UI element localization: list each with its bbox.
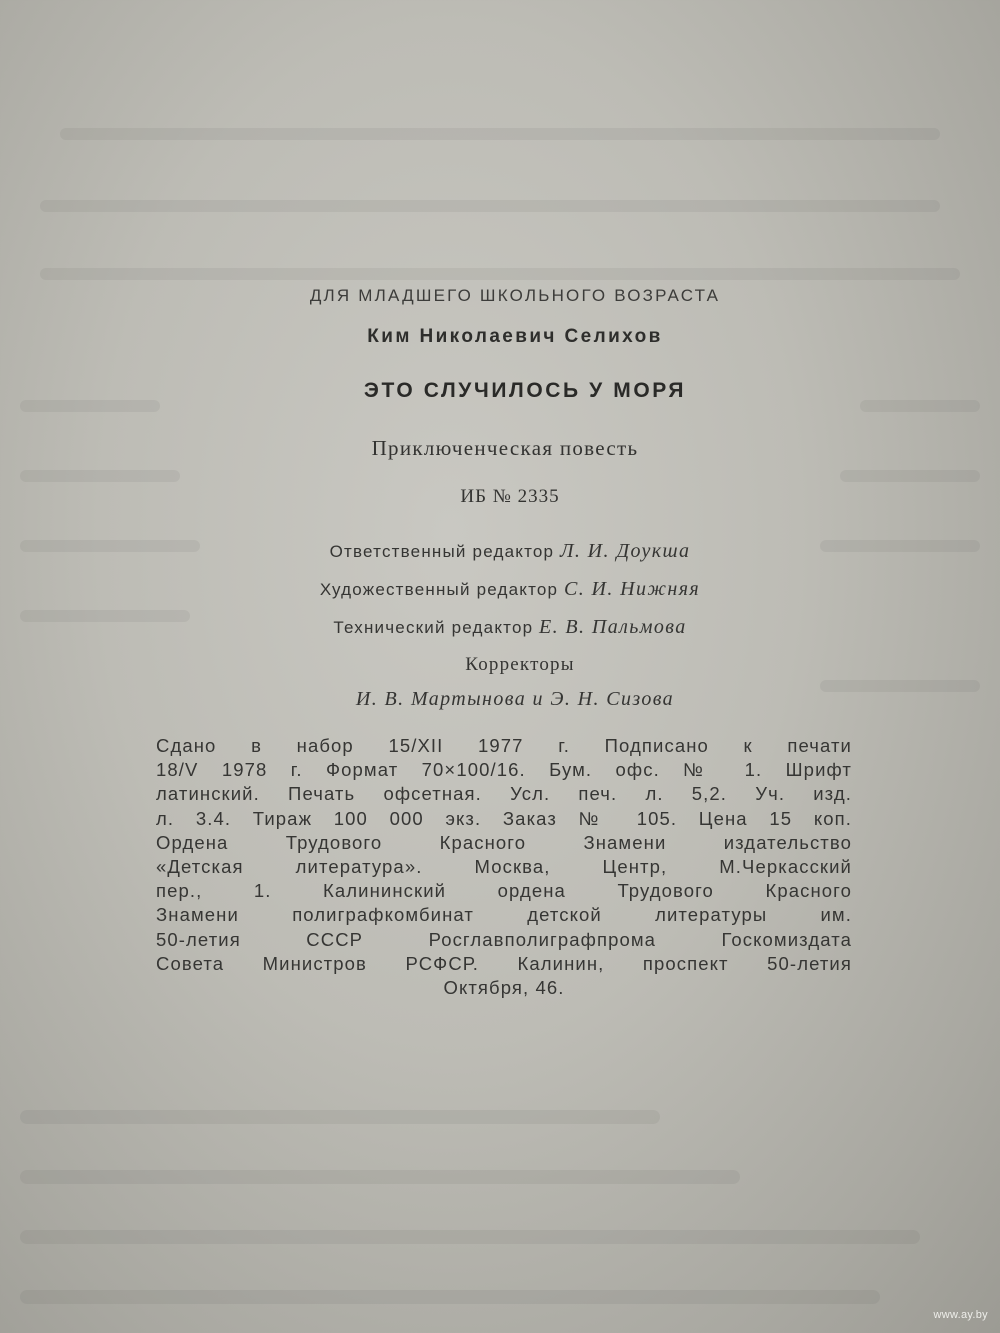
credit-role: Технический редактор [333, 618, 534, 637]
book-subtitle: Приключенческая повесть [371, 436, 639, 460]
author-name: Ким Николаевич Селихов [367, 326, 663, 347]
imprint-line: латинский. Печать офсетная. Усл. печ. л. 5,2. Уч. изд. [156, 783, 852, 805]
credit-person: Л. И. Доукша [559, 540, 691, 562]
imprint-line: Совета Министров РСФСР. Калинин, проспект 50-летия [156, 952, 852, 974]
imprint-block [156, 734, 852, 1000]
credit-person: Е. В. Пальмова [539, 616, 687, 638]
proofreaders-heading: Корректоры [465, 654, 575, 675]
series-label: ДЛЯ МЛАДШЕГО ШКОЛЬНОГО ВОЗРАСТА [309, 286, 721, 305]
credit-responsible-editor [0, 540, 1000, 563]
proofreaders-names [0, 688, 1000, 711]
imprint-line: Знамени полиграфкомбинат детской литературы им. [156, 904, 852, 926]
imprint-line: Ордена Трудового Красного Знамени издательство [156, 831, 852, 853]
credit-role: Ответственный редактор [329, 542, 555, 561]
imprint-line: «Детская литература». Москва, Центр, М.Черкасский [156, 856, 852, 878]
credit-person: С. И. Нижняя [563, 578, 701, 600]
imprint-line: Октября, 46. [443, 977, 565, 999]
watermark: www.ay.by [933, 1309, 988, 1321]
imprint-line: Сдано в набор 15/XII 1977 г. Подписано к печати [156, 735, 852, 756]
imprint-line: пер., 1. Калининский ордена Трудового Красного [156, 880, 852, 902]
imprint-line: 18/V 1978 г. Формат 70×100/16. Бум. офс. № 1. Шрифт [156, 759, 852, 781]
book-title: ЭТО СЛУЧИЛОСЬ У МОРЯ [363, 379, 687, 402]
imprint-line: 50-летия СССР Росглавполиграфпрома Госкомиздата [156, 928, 852, 950]
ib-number: ИБ № 2335 [460, 486, 560, 507]
proofreaders-label [0, 654, 1000, 676]
proofreaders-persons: И. В. Мартынова и Э. Н. Сизова [355, 688, 675, 710]
credit-technical-editor [0, 616, 1000, 639]
credit-art-editor [0, 578, 1000, 601]
imprint-line: л. 3.4. Тираж 100 000 экз. Заказ № 105. Цена 15 коп. [156, 807, 852, 829]
credit-role: Художественный редактор [319, 580, 559, 599]
